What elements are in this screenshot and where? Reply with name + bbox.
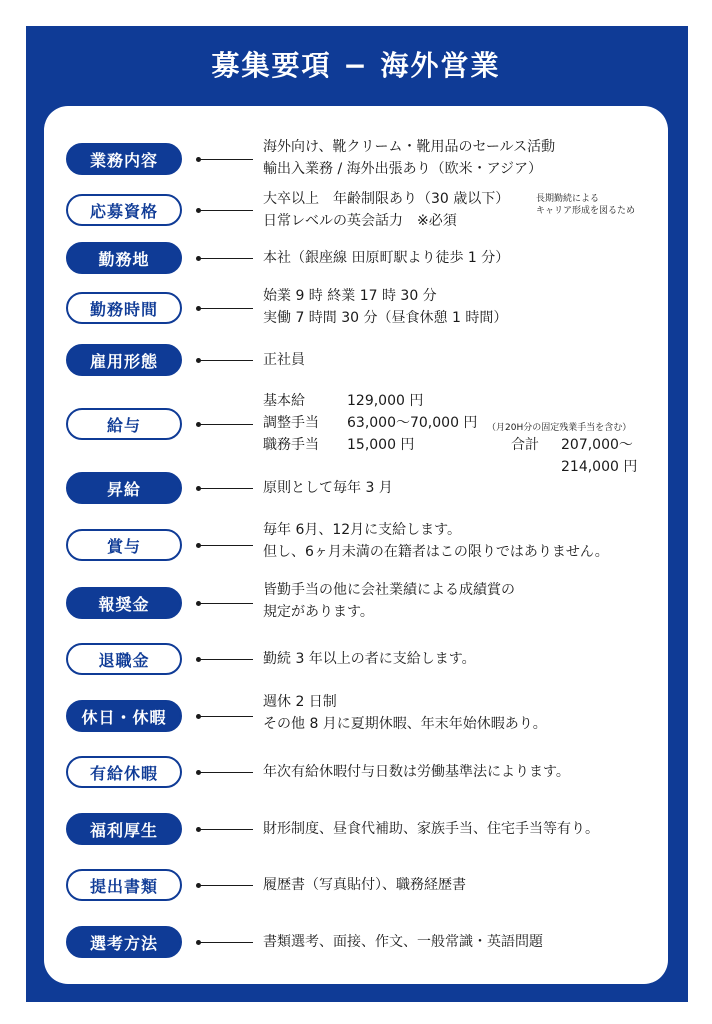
page-title: 募集要項 − 海外営業 [211,49,501,82]
value-paid-leave [263,761,570,783]
connector-line [199,716,253,717]
value-line: 始業 9 時 終業 17 時 30 分 [263,288,437,304]
value-line: 原則として毎年 3 月 [263,480,393,496]
value-work-location [263,247,509,269]
value-job-description [263,136,555,180]
label-work-hours: 勤務時間 [66,292,182,324]
connector-line [199,308,253,309]
value-benefits [263,818,599,840]
value-raise [263,477,393,499]
value-salary [263,390,683,478]
label-incentive: 報奨金 [66,587,182,619]
value-selection [263,931,543,953]
salary-base-value: 129,000 円 [347,393,424,409]
value-retirement [263,648,476,670]
label-benefits: 福利厚生 [66,813,182,845]
label-employment-type: 雇用形態 [66,344,182,376]
connector-line [199,258,253,259]
value-incentive [263,579,515,623]
label-holidays: 休日・休暇 [66,700,182,732]
salary-adjust-note: （月20H分の固定残業手当を含む） [487,423,632,433]
value-qualifications [263,188,509,232]
salary-total-value: 207,000〜 [561,437,633,453]
connector-line [199,659,253,660]
salary-duty-label: 職務手当 [263,437,319,453]
salary-total-label: 合計 [511,437,539,453]
salary-total-value-2: 214,000 円 [561,459,638,475]
connector-line [199,488,253,489]
label-paid-leave: 有給休暇 [66,756,182,788]
value-line: 大卒以上 年齢制限あり（30 歳以下） [263,191,510,207]
connector-line [199,942,253,943]
label-job-description: 業務内容 [66,143,182,175]
value-line: 規定があります。 [263,604,374,620]
value-line: その他 8 月に夏期休暇、年末年始休暇あり。 [263,716,547,732]
label-qualifications: 応募資格 [66,194,182,226]
salary-duty-row [263,434,683,456]
value-line: 週休 2 日制 [263,694,337,710]
connector-line [199,885,253,886]
value-line: 履歴書（写真貼付）、職務経歴書 [263,877,466,893]
salary-total-row-2 [263,456,683,478]
connector-line [199,424,253,425]
salary-base-label: 基本給 [263,393,305,409]
salary-adjust-row [263,412,683,434]
connector-line [199,159,253,160]
value-holidays [263,691,547,735]
value-line: 但し、6ヶ月未満の在籍者はこの限りではありません。 [263,544,609,560]
note-line: 長期勤続による [536,194,600,204]
value-work-hours [263,285,507,329]
salary-base-row [263,390,683,412]
label-selection: 選考方法 [66,926,182,958]
note-line: キャリア形成を図るため [536,206,636,216]
salary-adjust-value: 63,000〜70,000 円 [347,415,478,431]
connector-line [199,829,253,830]
connector-line [199,210,253,211]
value-line: 年次有給休暇付与日数は労働基準法によります。 [263,764,570,780]
value-line: 皆勤手当の他に会社業績による成績賞の [263,582,515,598]
connector-line [199,545,253,546]
value-line: 書類選考、面接、作文、一般常識・英語問題 [263,934,543,950]
value-documents [263,874,466,896]
label-work-location: 勤務地 [66,242,182,274]
value-bonus [263,519,609,563]
salary-duty-value: 15,000 円 [347,437,415,453]
value-line: 海外向け、靴クリーム・靴用品のセールス活動 [263,139,556,155]
value-line: 輸出入業務 / 海外出張あり（欧米・アジア） [263,161,543,177]
connector-line [199,603,253,604]
qualifications-note [536,193,635,217]
value-line: 日常レベルの英会話力 ※必須 [263,213,457,229]
connector-line [199,360,253,361]
value-line: 正社員 [263,352,305,368]
salary-adjust-label: 調整手当 [263,415,319,431]
value-line: 毎年 6月、12月に支給します。 [263,522,462,538]
label-salary: 給与 [66,408,182,440]
label-raise: 昇給 [66,472,182,504]
value-line: 本社（銀座線 田原町駅より徒歩 1 分） [263,250,510,266]
label-bonus: 賞与 [66,529,182,561]
value-employment-type [263,349,305,371]
label-documents: 提出書類 [66,869,182,901]
value-line: 財形制度、昼食代補助、家族手当、住宅手当等有り。 [263,821,599,837]
connector-line [199,772,253,773]
value-line: 実働 7 時間 30 分（昼食休憩 1 時間） [263,310,508,326]
value-line: 勤続 3 年以上の者に支給します。 [263,651,476,667]
label-retirement: 退職金 [66,643,182,675]
